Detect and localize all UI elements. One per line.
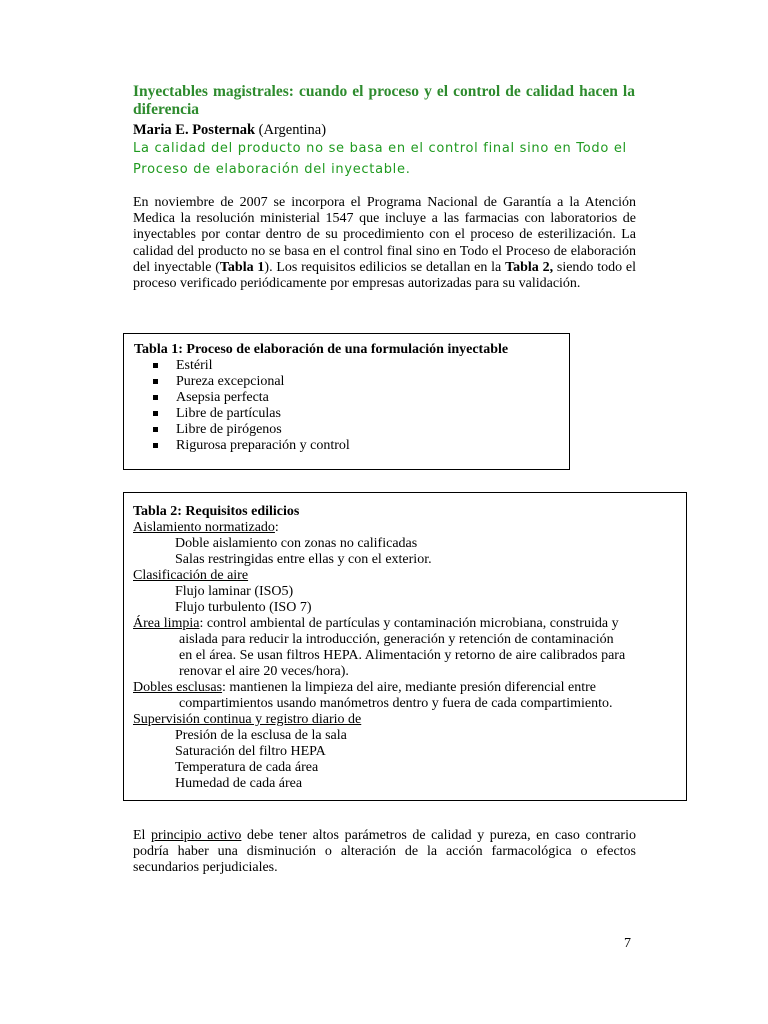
list-item: Presión de la esclusa de la sala <box>175 728 347 743</box>
tabla2-title: Tabla 2: Requisitos edilicios <box>133 504 300 519</box>
list-item: aislada para reducir la introducción, generación y retención de contaminación <box>179 632 614 647</box>
tabla1-box <box>123 333 570 470</box>
tabla2-box <box>123 492 687 801</box>
section-heading: Clasificación de aire <box>133 568 249 583</box>
list-item: Libre de partículas <box>153 406 569 422</box>
section-heading: Dobles esclusas: mantienen la limpieza del aire, mediante presión diferencial entre <box>133 680 596 695</box>
section-heading: Supervisión continua y registro diario de <box>133 712 362 727</box>
closing-text-2: debe tener altos parámetros de calidad y pureza, en caso contrario podría haber una disminución o alteración de la acción farmacológica o efectos secundarios perjudiciales. <box>133 828 636 876</box>
list-item: Saturación del filtro HEPA <box>175 744 326 759</box>
list-item: Rigurosa preparación y control <box>153 438 569 454</box>
list-item: Flujo laminar (ISO5) <box>175 584 294 599</box>
section-heading: Aislamiento normatizado: <box>133 520 279 535</box>
list-item: Pureza excepcional <box>153 374 569 390</box>
list-item: renovar el aire 20 veces/hora). <box>179 664 349 679</box>
list-item: Flujo turbulento (ISO 7) <box>175 600 312 615</box>
article-title: Inyectables magistrales: cuando el proceso y el control de calidad hacen la diferencia <box>133 83 635 118</box>
list-item: Libre de pirógenos <box>153 422 569 438</box>
intro-text-2: ). Los requisitos edilicios se detallan en la <box>264 259 506 275</box>
list-item: compartimientos usando manómetros dentro y fuera de cada compartimiento. <box>179 696 613 711</box>
list-item: Salas restringidas entre ellas y con el exterior. <box>175 552 432 567</box>
intro-text-3: siendo todo el proceso verificado periódicamente por empresas autorizadas para su validación. <box>133 259 637 292</box>
closing-text-1: El <box>133 828 152 843</box>
author-name: Maria E. Posternak <box>133 122 256 138</box>
author-country: (Argentina) <box>258 122 327 138</box>
list-item: Estéril <box>153 358 569 374</box>
tagline: La calidad del producto no se basa en el control final sino en Todo el Proceso de elaboración del inyectable. <box>133 141 627 177</box>
intro-paragraph <box>133 195 636 292</box>
closing-paragraph <box>133 828 636 877</box>
section-heading: Área limpia: control ambiental de partículas y contaminación microbiana, construida y <box>133 616 619 631</box>
tabla2-reference: Tabla 2, <box>505 259 554 275</box>
tabla1-list <box>134 358 569 454</box>
list-item: en el área. Se usan filtros HEPA. Alimentación y retorno de aire calibrados para <box>179 648 626 663</box>
list-item: Humedad de cada área <box>175 776 303 791</box>
list-item: Doble aislamiento con zonas no calificadas <box>175 536 418 551</box>
tabla1-title: Tabla 1: Proceso de elaboración de una formulación inyectable <box>134 342 509 357</box>
list-item: Temperatura de cada área <box>175 760 319 775</box>
tabla1-reference: Tabla 1 <box>219 259 265 275</box>
intro-text-1: En noviembre de 2007 se incorpora el Programa Nacional de Garantía a la Atención Medica la resolución ministerial 1547 que incluye a las farmacias con laboratorios de inyectables por contar dentro de su procedimiento con el proceso de esterilización. La calidad del producto no se basa en el control final sino en Todo el Proceso de elaboración del inyectable ( <box>133 195 636 275</box>
principio-activo-term: principio activo <box>151 828 242 843</box>
page-number: 7 <box>624 936 631 951</box>
list-item: Asepsia perfecta <box>153 390 569 406</box>
author-line <box>133 121 326 139</box>
